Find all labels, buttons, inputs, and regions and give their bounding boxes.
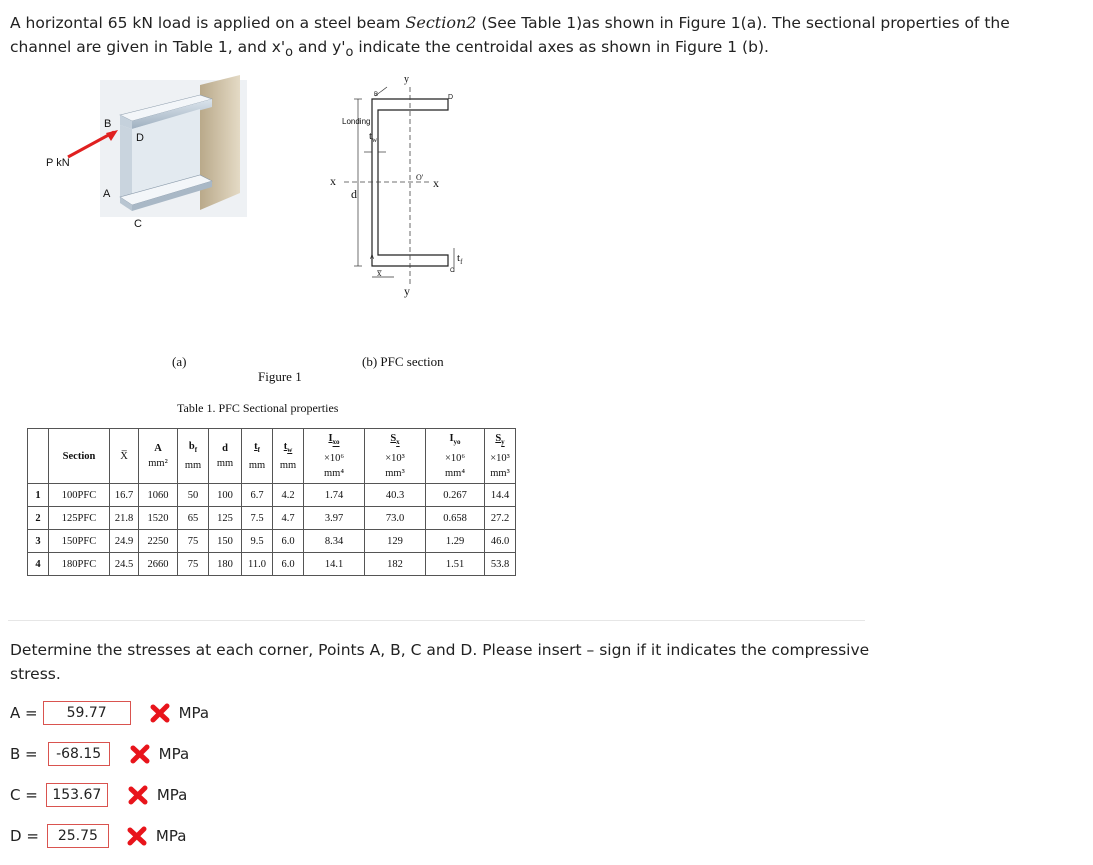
header-ixo: $I_{xo}$ ×10⁶ mm⁴ [304,429,365,484]
point-b-label: B [104,118,112,130]
answer-a-input[interactable]: 59.77 [43,701,131,725]
problem-statement: A horizontal 65 kN load is applied on a steel beam Section2 (See Table 1)as shown in Figure 1(a). The sectional properties of the channel are given in Table 1, and $x'_o$ and $y'_o$ indicate the centroidal axes as shown in Figure 1 (b). [10,13,1010,61]
yo-bottom-label: y [404,284,410,298]
flange-thickness-label: $t_f$ [457,252,463,267]
answer-b-unit: MPa [158,745,190,763]
header-sy: $S_y$ ×10³ mm³ [485,429,516,484]
pfc-section-diagram [320,72,480,302]
table-row: 4 180PFC 24.5 2660 75 180 11.0 6.0 14.1 182 1.51 53.8 [28,553,516,576]
table-row: 3 150PFC 24.9 2250 75 150 9.5 6.0 8.34 129 1.29 46.0 [28,530,516,553]
table-row: 1 100PFC 16.7 1060 50 100 6.7 4.2 1.74 40.3 0.267 14.4 [28,484,516,507]
figure-a-label: (a) [172,354,187,369]
answer-c-label: C = [10,786,38,804]
index-header [28,429,49,484]
answer-c-unit: MPa [156,786,188,804]
yo-top-label: y [404,74,409,85]
section-point-a-label: A [370,255,375,261]
wrong-x-icon [127,784,149,806]
header-xbar: X̅ [110,429,139,484]
table-row: 2 125PFC 21.8 1520 65 125 7.5 4.7 3.97 73.0 0.658 27.2 [28,507,516,530]
section-point-b-label: B [374,92,379,98]
wrong-x-icon [149,702,171,724]
pfc-properties-table [27,428,516,576]
section-point-c-label: C [450,268,455,274]
figure-b-label: (b) PFC section [362,354,444,369]
web-thickness-label: $t_w$ [369,130,378,145]
header-area: A mm² [139,429,178,484]
xo-left-label: x [330,174,336,188]
answer-d-unit: MPa [155,827,187,845]
figure-a-beam-illustration [40,75,260,245]
load-label: P kN [46,157,70,169]
answer-d-input[interactable]: 25.75 [47,824,109,848]
header-sx: $S_x$ ×10³ mm³ [365,429,426,484]
answer-d-label: D = [10,827,39,845]
loading-label: Londing [342,117,371,126]
answer-row-b [10,741,189,767]
header-section: Section [49,429,110,484]
wrong-x-icon [129,743,151,765]
header-bf: $b_f$ mm [178,429,209,484]
section-point-d-label: D [448,94,454,101]
xbar-label: x̅ [377,268,382,278]
figure-caption: Figure 1 [258,369,302,384]
answer-row-a [10,700,209,726]
answer-row-c [10,782,187,808]
figure-b-pfc-section [320,72,480,302]
answer-b-input[interactable]: -68.15 [48,742,110,766]
header-tw: $t_w$ mm [273,429,304,484]
question-text: Determine the stresses at each corner, Points A, B, C and D. Please insert – sign if it indicates the compressive stress. [10,641,870,683]
centroid-o-label: O' [416,173,424,182]
header-d: d mm [209,429,242,484]
wrong-x-icon [126,825,148,847]
header-iyo: $I_{yo}$ ×10⁶ mm⁴ [426,429,485,484]
depth-d-label: d [351,187,357,201]
answer-a-label: A = [10,704,38,722]
point-d-label: D [136,132,144,144]
answer-a-unit: MPa [178,704,210,722]
answer-c-input[interactable]: 153.67 [46,783,108,807]
channel-beam-3d-image [40,75,260,245]
section-divider [8,620,865,621]
table-title: Table 1. PFC Sectional properties [177,401,339,415]
point-a-label: A [103,188,111,200]
answer-row-d [10,823,186,849]
point-c-label: C [134,218,142,230]
answer-b-label: B = [10,745,38,763]
xo-right-label: x [433,176,439,190]
header-tf: $t_f$ mm [242,429,273,484]
section-name: Section2 [405,13,477,32]
